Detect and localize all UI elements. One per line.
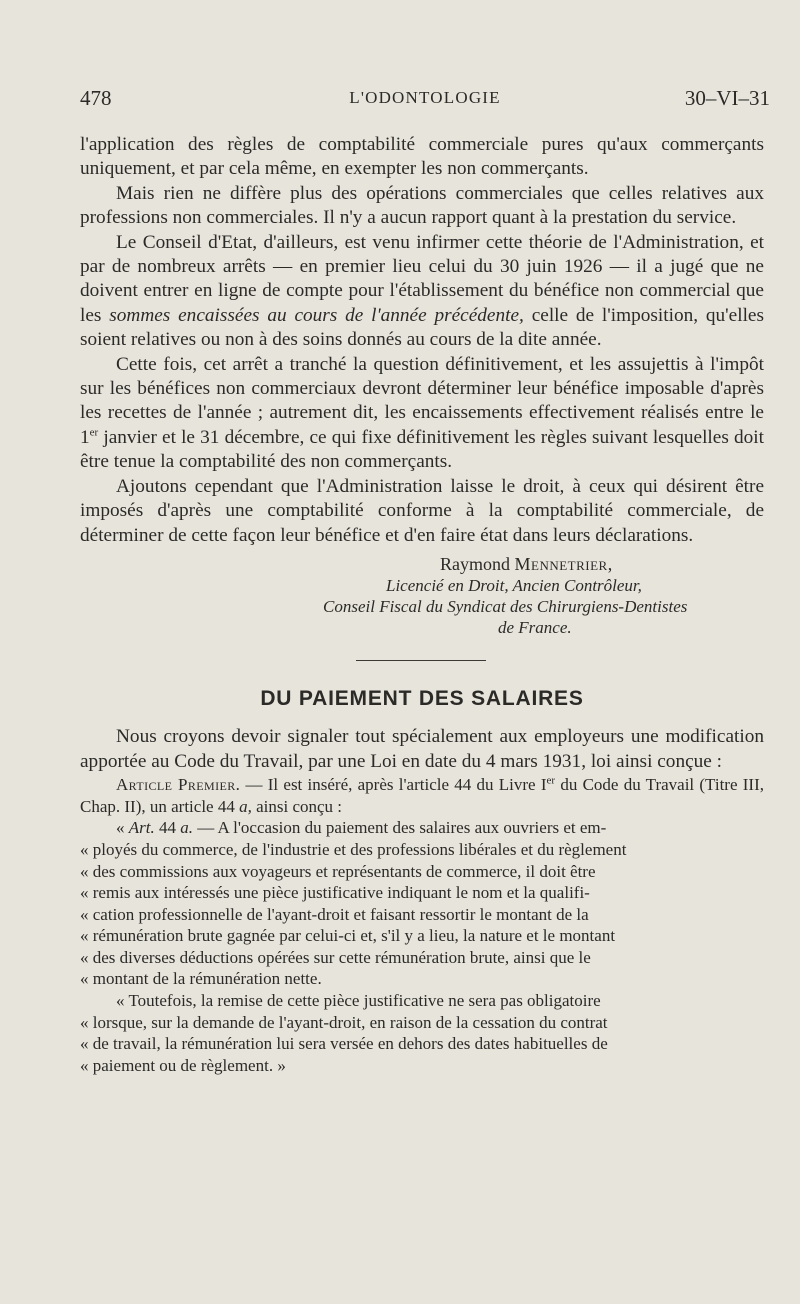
quote-line: [80, 817, 764, 839]
text-run: — A l'occasion du paiement des salaires aux ouvriers et em-: [192, 818, 607, 838]
quote-line: « lorsque, sur la demande de l'ayant-droit, en raison de la cessation du contrat: [80, 1012, 608, 1032]
article-paragraph: [80, 774, 764, 817]
quote-line: « remis aux intéressés une pièce justificative indiquant le nom et la qualifi-: [80, 883, 590, 903]
journal-title: L'ODONTOLOGIE: [349, 88, 501, 107]
emphasis-text: Art.: [128, 818, 155, 838]
quote-line: « rémunération brute gagnée par celui-ci et, s'il y a lieu, la nature et le montant: [80, 926, 616, 946]
paragraph: [80, 353, 764, 475]
paragraph: l'application des règles de comptabilité commerciale pures qu'aux commerçants uniquement, et par cela même, en exempter les non commerçants.: [80, 134, 764, 180]
quote-line: « des commissions aux voyageurs et représentants de commerce, il doit être: [80, 861, 596, 881]
author-first-name: Raymond: [440, 553, 510, 574]
section-divider: [356, 660, 486, 661]
text-run: 44: [154, 818, 181, 838]
superscript: er: [89, 426, 99, 439]
paragraph: [80, 231, 764, 353]
text-run: Cette fois, cet arrêt a tranché la question définitivement, et les assujettis à l'impôt sur les bénéfices non commerciaux devront déterminer leur bénéfice imposable d'après les recettes de l'année ; autrement dit, les encaissements effectivement réalisés entre le 1: [80, 353, 764, 448]
quote-line: « paiement ou de règlement. »: [80, 1055, 286, 1075]
running-header: [80, 86, 770, 116]
text-run: Le Conseil d'Etat, d'ailleurs, est venu infirmer cette théorie de l'Administration, et par de nombreux arrêts — en premier lieu celui du 30 juin 1926 — il a jugé que ne doivent entrer en ligne de compte pour l'établissement du bénéfice non commercial que les: [80, 231, 764, 326]
quote-line: « ployés du commerce, de l'industrie et des professions libérales et du règlement: [80, 839, 627, 859]
text-run: janvier et le 31 décembre, ce qui fixe définitivement les règles suivant lesquelles doit être tenue la comptabilité des non commerçants.: [80, 426, 764, 473]
emphasis-text: a,: [239, 796, 252, 816]
author-title: Licencié en Droit, Ancien Contrôleur,: [386, 575, 642, 595]
paragraph: Mais rien ne diffère plus des opérations commerciales que celles relatives aux professions non commerciales. Il n'y a aucun rapport quant à la prestation du service.: [80, 182, 764, 229]
page-number: 478: [80, 86, 112, 110]
emphasis-text: a.: [180, 818, 193, 838]
issue-date: 30–VI–31: [684, 86, 770, 110]
article-label: Article Premier.: [116, 775, 241, 795]
author-last-name: Mennetrier,: [514, 553, 613, 574]
law-text: [80, 774, 764, 1076]
quote-line: « montant de la rémunération nette.: [80, 969, 322, 989]
text-run: ainsi conçu :: [251, 796, 343, 816]
emphasis-text: sommes encaissées au cours de l'année précédente,: [109, 304, 524, 326]
author-name: [80, 554, 764, 575]
quote-line: « des diverses déductions opérées sur cette rémunération brute, ainsi que le: [80, 947, 591, 967]
text-run: celle de l'imposition, qu'elles soient relatives ou non à des soins donnés au cours de la dite année.: [80, 304, 764, 351]
text-run: du Code du Travail (Titre III, Chap. II), un article 44: [80, 775, 764, 816]
author-affiliation: Conseil Fiscal du Syndicat des Chirurgiens-Dentistes: [323, 596, 688, 616]
section-title: DU PAIEMENT DES SALAIRES: [260, 686, 584, 710]
page-body: [80, 133, 764, 1076]
author-affiliation-end: de France.: [498, 617, 572, 637]
signature-block: [80, 554, 764, 638]
quote-line: « Toutefois, la remise de cette pièce justificative ne sera pas obligatoire: [116, 991, 601, 1011]
quote-line: « de travail, la rémunération lui sera versée en dehors des dates habituelles de: [80, 1034, 608, 1054]
text-run: — Il est inséré, après l'article 44 du Livre I: [240, 775, 547, 795]
text-run: «: [116, 818, 129, 838]
quoted-law: [80, 817, 764, 1076]
paragraph: Ajoutons cependant que l'Administration laisse le droit, à ceux qui désirent être imposés d'après une comptabilité conforme à la comptabilité commerciale, de déterminer de cette façon leur bénéfice et d'en faire état dans leurs déclarations.: [80, 475, 764, 546]
superscript: er: [546, 774, 556, 787]
quote-line: « cation professionnelle de l'ayant-droit et faisant ressortir le montant de la: [80, 904, 589, 924]
paragraph: Nous croyons devoir signaler tout spécialement aux employeurs une modification apportée au Code du Travail, par une Loi en date du 4 mars 1931, loi ainsi conçue :: [80, 726, 764, 772]
